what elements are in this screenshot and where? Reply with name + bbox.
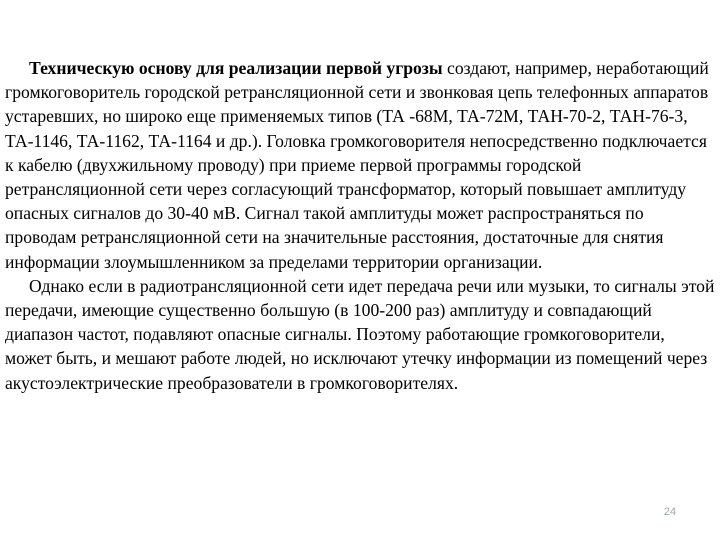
paragraph-2-text: Однако если в радиотрансляционной сети идет передача речи или музыки, то сигналы этой передачи, имеющие существенно большую (в 100-200 раз) амплитуду и совпадающий диапазон частот, подавляют опасные сигналы. Поэтому работающие громкоговорители, может быть, и мешают работе людей, но исключают утечку информации из помещений через акустоэлектрические преобразователи в громкоговорителях. — [5, 275, 715, 393]
paragraph-2 — [5, 274, 715, 395]
page-number: 24 — [663, 506, 677, 518]
paragraph-1 — [5, 56, 715, 274]
body-text — [5, 56, 715, 395]
paragraph-1-text: создают, например, неработающий громкоговоритель городской ретрансляционной сети и звонковая цепь телефонных аппаратов устаревших, но широко еще применяемых типов (ТА -68М, ТА-72М, ТАН-70-2, ТАН-76-3, ТА-1146, ТА-1162, ТА-1164 и др.). Головка громкоговорителя непосредственно подключается к кабелю (двухжильному проводу) при приеме первой программы городской ретрансляционной сети через согласующий трансформатор, который повышает амплитуду опасных сигналов до 30-40 мВ. Сигнал такой амплитуды может распространяться по проводам ретрансляционной сети на значительные расстояния, достаточные для снятия информации злоумышленником за пределами территории организации. — [5, 58, 709, 272]
paragraph-1-bold-lead: Техническую основу для реализации первой угрозы — [29, 58, 443, 78]
